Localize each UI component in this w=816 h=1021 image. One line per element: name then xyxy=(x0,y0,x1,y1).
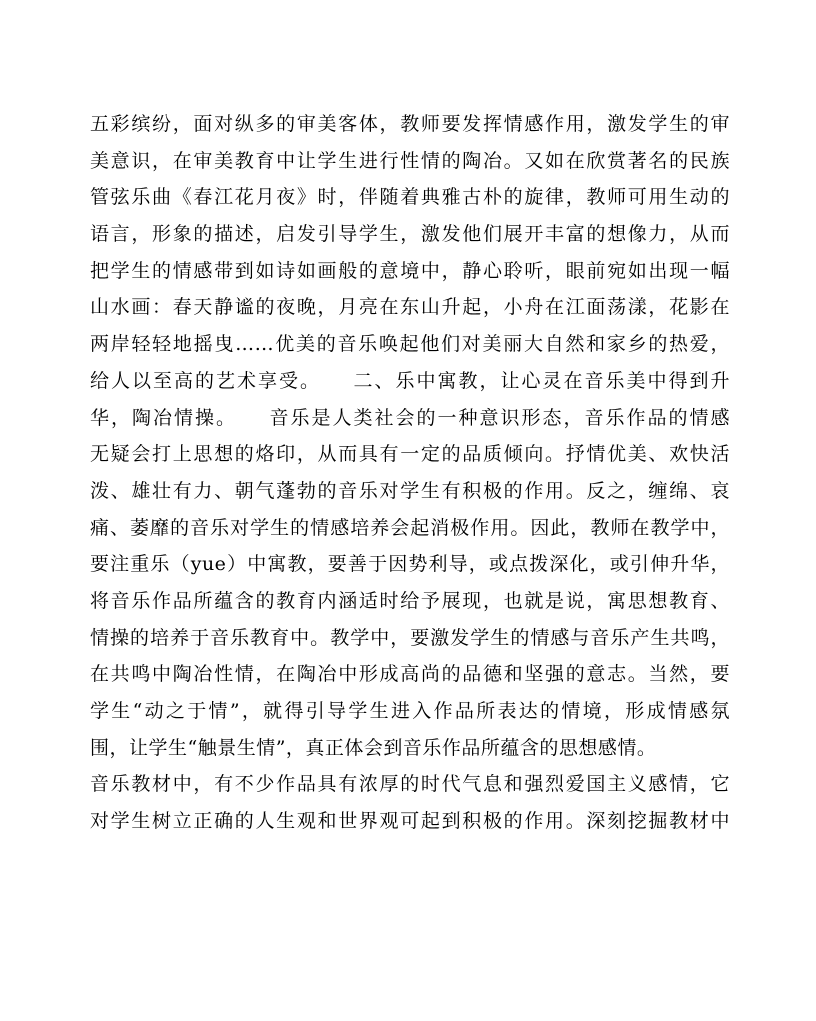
text-line: 痛、萎靡的音乐对学生的情感培养会起消极作用。因此，教师在教学中， xyxy=(90,516,730,539)
text-line: 给人以至高的艺术享受。 二、乐中寓教，让心灵在音乐美中得到升 xyxy=(90,369,730,392)
text-line: 华，陶冶情操。 音乐是人类社会的一种意识形态，音乐作品的情感 xyxy=(90,406,730,429)
text-line: 管弦乐曲《春江花月夜》时，伴随着典雅古朴的旋律，教师可用生动的 xyxy=(90,186,730,209)
text-line: 在共鸣中陶冶性情，在陶冶中形成高尚的品德和坚强的意志。当然，要 xyxy=(90,663,730,686)
text-line: 泼、雄壮有力、朝气蓬勃的音乐对学生有积极的作用。反之，缠绵、哀 xyxy=(90,479,730,502)
text-line: 无疑会打上思想的烙印，从而具有一定的品质倾向。抒情优美、欢快活 xyxy=(90,443,730,466)
text-line: 要注重乐（yue）中寓教，要善于因势利导，或点拨深化，或引伸升华， xyxy=(90,553,730,576)
text-line: 围，让学生“触景生情”，真正体会到音乐作品所蕴含的思想感情。 xyxy=(90,736,657,759)
text-line: 美意识，在审美教育中让学生进行性情的陶冶。又如在欣赏著名的民族 xyxy=(90,149,730,172)
text-line: 山水画：春天静谧的夜晚，月亮在东山升起，小舟在江面荡漾，花影在 xyxy=(90,296,730,319)
text-line: 学生“动之于情”，就得引导学生进入作品所表达的情境，形成情感氛 xyxy=(90,700,730,722)
text-line: 情操的培养于音乐教育中。教学中，要激发学生的情感与音乐产生共鸣， xyxy=(90,626,730,649)
text-line: 音乐教材中，有不少作品具有浓厚的时代气息和强烈爱国主义感情，它 xyxy=(90,773,730,796)
text-line: 语言，形象的描述，启发引导学生，激发他们展开丰富的想像力，从而 xyxy=(90,223,730,246)
body-text xyxy=(90,106,730,840)
text-line: 对学生树立正确的人生观和世界观可起到积极的作用。深刻挖掘教材中 xyxy=(90,810,730,833)
text-line: 把学生的情感带到如诗如画般的意境中，静心聆听，眼前宛如出现一幅 xyxy=(90,259,730,282)
text-line: 五彩缤纷，面对纵多的审美客体，教师要发挥情感作用，激发学生的审 xyxy=(90,113,730,135)
text-line: 将音乐作品所蕴含的教育内涵适时给予展现，也就是说，寓思想教育、 xyxy=(90,589,730,612)
text-line: 两岸轻轻地摇曳……优美的音乐唤起他们对美丽大自然和家乡的热爱， xyxy=(90,333,730,356)
